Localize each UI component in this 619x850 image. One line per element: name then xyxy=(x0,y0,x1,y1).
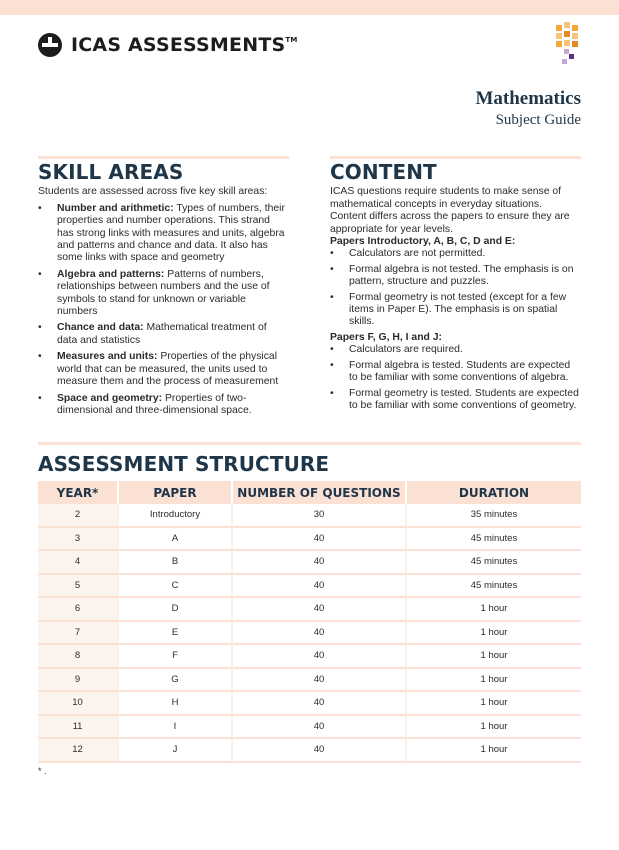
table-cell: 1 hour xyxy=(407,598,581,622)
table-row xyxy=(38,739,581,763)
divider xyxy=(38,156,289,159)
table-row xyxy=(38,504,581,528)
icas-logo xyxy=(38,33,298,57)
table-cell: 45 minutes xyxy=(407,551,581,575)
skill-areas-heading: SKILL AREAS xyxy=(38,160,184,184)
footnote: * . xyxy=(38,766,47,776)
table-row xyxy=(38,598,581,622)
list-item: • Number and arithmetic: Types of numbers, their properties and number operations. This strand has strong links with measures and units, algebra and patterns and chance and data. It also has some links with space and geometry xyxy=(38,203,289,265)
table-cell: E xyxy=(119,622,233,646)
list-item: • Formal geometry is not tested (except for a few items in Paper E). The emphasis is on spatial skills. xyxy=(330,292,581,329)
table-cell: 5 xyxy=(38,575,119,599)
skill-areas-section xyxy=(38,160,289,421)
table-cell: 1 hour xyxy=(407,669,581,693)
table-cell: 40 xyxy=(233,739,407,763)
table-cell: 40 xyxy=(233,528,407,552)
assessment-structure-heading: ASSESSMENT STRUCTURE xyxy=(38,452,330,476)
table-cell: J xyxy=(119,739,233,763)
skill-areas-intro: Students are assessed across five key skill areas: xyxy=(38,186,268,198)
list-item: • Space and geometry: Properties of two-dimensional and three-dimensional space. xyxy=(38,393,289,418)
table-cell: 6 xyxy=(38,598,119,622)
list-item: • Formal algebra is tested. Students are expected to be familiar with some conventions of algebra. xyxy=(330,360,581,385)
content-section xyxy=(330,160,581,415)
content-intro: ICAS questions require students to make sense of mathematical concepts in everyday situations. Content differs across the papers to ensure they are appropriate for year levels. xyxy=(330,186,570,235)
icas-logo-icon xyxy=(38,33,62,57)
table-cell: A xyxy=(119,528,233,552)
divider xyxy=(330,156,581,159)
list-item: • Measures and units: Properties of the physical world that can be measured, the units used to measure them and the process of measurement xyxy=(38,351,289,388)
table-cell: 3 xyxy=(38,528,119,552)
table-row xyxy=(38,645,581,669)
list-item: • Algebra and patterns: Patterns of numbers, relationships between numbers and the use of symbols to stand for unknown or variable numbers xyxy=(38,269,289,319)
table-row xyxy=(38,669,581,693)
assessment-table xyxy=(38,481,581,763)
table-cell: 45 minutes xyxy=(407,528,581,552)
mathematics-emblem-icon xyxy=(553,22,581,64)
table-row xyxy=(38,575,581,599)
table-cell: B xyxy=(119,551,233,575)
column-header: YEAR* xyxy=(38,481,119,504)
table-cell: 45 minutes xyxy=(407,575,581,599)
table-cell: 40 xyxy=(233,669,407,693)
subject-subtitle: Subject Guide xyxy=(495,112,581,128)
table-cell: 1 hour xyxy=(407,645,581,669)
table-cell: 40 xyxy=(233,598,407,622)
table-cell: 40 xyxy=(233,551,407,575)
table-cell: C xyxy=(119,575,233,599)
table-row xyxy=(38,716,581,740)
content-heading: CONTENT xyxy=(330,160,437,184)
list-item: • Formal geometry is tested. Students are expected to be familiar with some conventions of geometry. xyxy=(330,388,581,413)
table-row xyxy=(38,528,581,552)
table-cell: 11 xyxy=(38,716,119,740)
table-cell: 30 xyxy=(233,504,407,528)
list-item: • Calculators are not permitted. xyxy=(330,248,581,260)
table-header-row xyxy=(38,481,581,504)
table-cell: 10 xyxy=(38,692,119,716)
table-cell: 1 hour xyxy=(407,692,581,716)
divider xyxy=(38,442,581,445)
table-cell: F xyxy=(119,645,233,669)
table-cell: 8 xyxy=(38,645,119,669)
table-cell: 40 xyxy=(233,575,407,599)
table-cell: 7 xyxy=(38,622,119,646)
table-cell: 1 hour xyxy=(407,739,581,763)
table-cell: I xyxy=(119,716,233,740)
table-row xyxy=(38,622,581,646)
table-cell: 9 xyxy=(38,669,119,693)
table-cell: 2 xyxy=(38,504,119,528)
papers-group-title: Papers Introductory, A, B, C, D and E: xyxy=(330,236,516,248)
list-item: • Formal algebra is not tested. The emphasis is on pattern, structure and puzzles. xyxy=(330,264,581,289)
table-cell: 40 xyxy=(233,692,407,716)
table-row xyxy=(38,551,581,575)
table-cell: H xyxy=(119,692,233,716)
column-header: PAPER xyxy=(119,481,233,504)
subject-heading xyxy=(475,88,581,129)
subject-title: Mathematics xyxy=(475,88,581,109)
top-accent-bar xyxy=(0,0,619,15)
table-cell: 4 xyxy=(38,551,119,575)
brand-name: ICAS ASSESSMENTS™ xyxy=(71,34,298,56)
papers-group-title: Papers F, G, H, I and J: xyxy=(330,331,443,343)
papers-group-list xyxy=(330,248,581,328)
table-cell: 40 xyxy=(233,716,407,740)
list-item: • Calculators are required. xyxy=(330,344,581,356)
table-cell: 12 xyxy=(38,739,119,763)
table-cell: D xyxy=(119,598,233,622)
table-cell: Introductory xyxy=(119,504,233,528)
column-header: DURATION xyxy=(407,481,581,504)
table-cell: 1 hour xyxy=(407,716,581,740)
list-item: • Chance and data: Mathematical treatment of data and statistics xyxy=(38,322,289,347)
table-cell: G xyxy=(119,669,233,693)
skill-areas-list xyxy=(38,203,289,418)
table-cell: 40 xyxy=(233,622,407,646)
column-header: NUMBER OF QUESTIONS xyxy=(233,481,407,504)
table-cell: 35 minutes xyxy=(407,504,581,528)
table-row xyxy=(38,692,581,716)
table-cell: 40 xyxy=(233,645,407,669)
papers-group-list xyxy=(330,344,581,412)
table-cell: 1 hour xyxy=(407,622,581,646)
